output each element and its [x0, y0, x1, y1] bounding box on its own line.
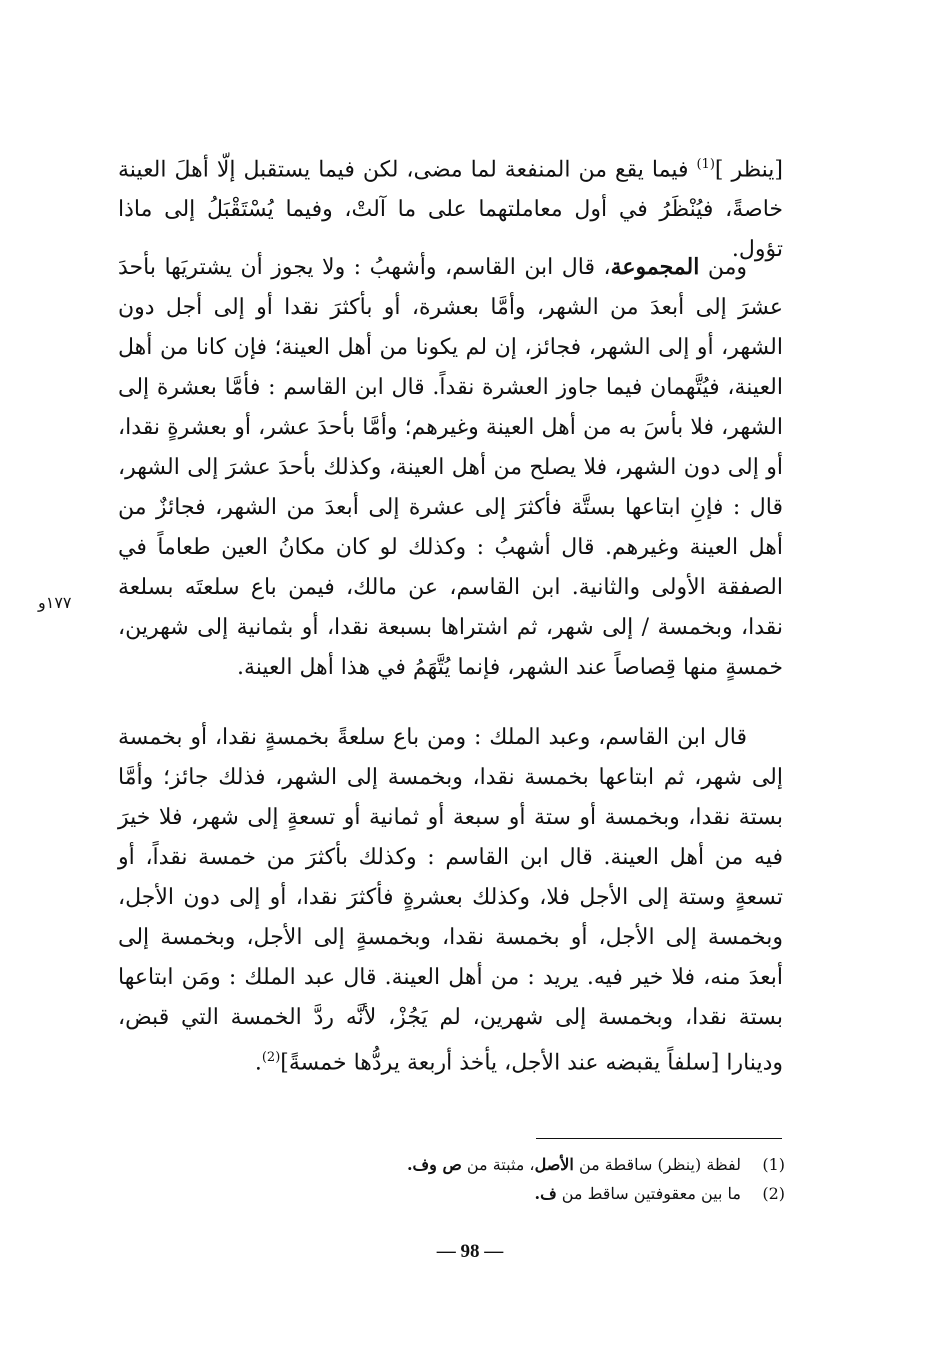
footnote-2 [300, 1179, 785, 1208]
footnote-text [535, 1179, 742, 1208]
footnote-number: (1) [762, 1155, 785, 1174]
footnote-text-part: ، مثبتة من [461, 1155, 535, 1174]
footnotes [300, 1150, 785, 1208]
paragraph-2 [118, 247, 783, 688]
footnote-ref-2: (2) [261, 1050, 281, 1065]
footnote-text-part: لفظة (ينظر) ساقطة من [573, 1155, 741, 1174]
footnote-1 [300, 1150, 785, 1179]
footnote-number: (2) [762, 1184, 785, 1203]
paragraph-3 [118, 718, 783, 1083]
source-title: المجموعة [610, 254, 700, 280]
footnote-text [407, 1150, 741, 1179]
paragraph-3-end: . [254, 1050, 262, 1076]
paragraph-2-lead: ومن [699, 255, 747, 280]
footnote-source-bold: الأصل [534, 1155, 574, 1174]
footnote-source-bold: ص وف. [406, 1155, 462, 1174]
paragraph-3-text: قال ابن القاسم، وعبد الملك : ومن باع سلعةً بخمسةٍ نقدا، أو بخمسة إلى شهر، ثم ابتاعها بخمسة نقدا، وبخمسة إلى الشهر، فذلك جائز؛ وأمَّا بستة نقدا، وبخمسة أو ستة أو سبعة أو ثمانية أو تسعةٍ إلى شهر، فلا خيرَ فيه من أهل العينة. قال ابن القاسم : وكذلك بأكثرَ من خمسة نقداً، أو تسعةٍ وستة إلى الأجل فلا، وكذلك بعشرةٍ فأكثرَ نقدا، أو إلى دون الأجل، وبخمسة إلى الأجل، أو بخمسة نقدا، وبخمسةٍ إلى الأجل، وبخمسة إلى أبعدَ منه، فلا خير فيه. يريد : من أهل العينة. قال عبد الملك : ومَن ابتاعها بستة نقدا، وبخمسة إلى شهرين، لم يَجُزْ، لأنَّه ردَّ الخمسة التي قبض، ودينارا [سلفاً يقبضه عند الأجل، يأخذ أربعة يردُّها خمسةً] [118, 725, 783, 1076]
paragraph-1-opening: [ينظر ] [714, 157, 783, 183]
paragraph-1-text: فيما يقع من المنفعة لما مضى، لكن فيما يستقبل إلّا أهلَ العينة خاصةً، فيُنْظَرُ في أول معاملتهما على ما آلتْ، وفيما يُسْتَقْبَلُ إلى ماذا تؤول. [118, 157, 783, 263]
footnote-divider [536, 1138, 782, 1139]
footnote-ref-1: (1) [696, 157, 715, 172]
paragraph-2-text: ، قال ابن القاسم، وأشهبُ : ولا يجوز أن يشتريَها بأحدَ عشرَ إلى أبعدَ من الشهر، وأمَّا بعشرة، أو بأكثرَ نقدا أو إلى أجل دون الشهر، أو إلى الشهر، فجائز، إن لم يكونا من أهل العينة؛ فإن كانا من أهل العينة، فيُتَّهمان فيما جاوز العشرة نقداً. قال ابن القاسم : فأمَّا بعشرة إلى الشهر، فلا بأسَ به من أهل العينة وغيرهم؛ وأمَّا بأحدَ عشر، أو بعشرةٍ نقدا، أو إلى دون الشهر، فلا يصلح من أهل العينة، وكذلك بأحدَ عشرَ إلى الشهر، قال : فإنِ ابتاعها بستَّة فأكثرَ إلى عشرة إلى أبعدَ من الشهر، فجائزٌ من أهل العينة وغيرهم. قال أشهبُ : وكذلك لو كان مكانُ العين طعاماً في الصفقة الأولى والثانية. ابن القاسم، عن مالك، فيمن باع سلعتَه بسلعة نقدا، وبخمسة / إلى شهر، ثم اشتراها بسبعة نقدا، أو بثمانية إلى شهرين، خمسةٍ منها قِصاصاً عند الشهر، فإنما يُتَّهَمُ في هذا أهل العينة. [118, 255, 783, 680]
page-number: — 98 — [436, 1241, 504, 1262]
footnote-source-bold: ف. [534, 1184, 557, 1203]
footnote-text-part: ما بين معقوفتين ساقط من [556, 1184, 741, 1203]
folio-margin-note: ١٧٧و [38, 593, 72, 612]
